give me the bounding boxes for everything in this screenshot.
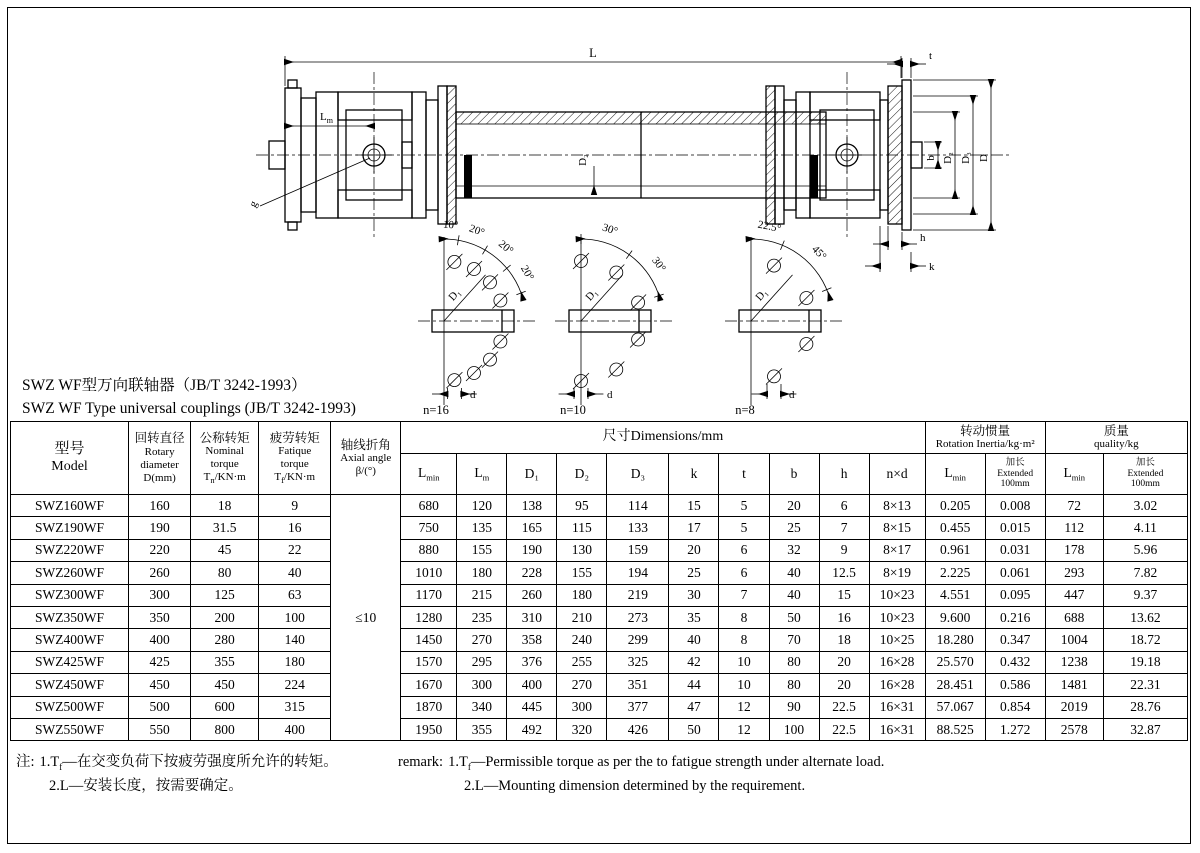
table-cell: 8: [719, 629, 769, 651]
table-cell: 190: [129, 517, 191, 539]
table-cell: 0.432: [985, 651, 1045, 673]
table-cell: 16: [259, 517, 331, 539]
col-header-rotation-inertia: 转动惯量 Rotation Inertia/kg·m²: [925, 422, 1045, 454]
table-cell: 114: [607, 495, 669, 517]
table-cell: 16×28: [869, 651, 925, 673]
dim-label-L: L: [589, 46, 597, 60]
table-cell: 44: [669, 674, 719, 696]
table-cell: 224: [259, 674, 331, 696]
table-cell: 5.96: [1103, 539, 1187, 561]
table-cell: 120: [457, 495, 507, 517]
model-cell: SWZ220WF: [11, 539, 129, 561]
table-cell: 100: [769, 718, 819, 740]
table-cell: 25: [669, 562, 719, 584]
bolt-pattern-n8: [725, 219, 843, 417]
table-cell: 80: [191, 562, 259, 584]
col-header-k: k: [669, 454, 719, 495]
table-cell: 47: [669, 696, 719, 718]
table-cell: 40: [259, 562, 331, 584]
table-cell: 5: [719, 495, 769, 517]
table-cell: 550: [129, 718, 191, 740]
model-cell: SWZ260WF: [11, 562, 129, 584]
table-cell: 445: [507, 696, 557, 718]
table-cell: 72: [1045, 495, 1103, 517]
table-cell: 400: [507, 674, 557, 696]
bolt-pattern-n16: [418, 219, 536, 417]
table-cell: 0.008: [985, 495, 1045, 517]
table-cell: 0.347: [985, 629, 1045, 651]
table-cell: 31.5: [191, 517, 259, 539]
table-cell: 0.015: [985, 517, 1045, 539]
col-header-model: 型号 Model: [11, 422, 129, 495]
table-cell: 133: [607, 517, 669, 539]
angle-label: 45°: [809, 243, 829, 263]
table-cell: 180: [557, 584, 607, 606]
col-header-nxd: n×d: [869, 454, 925, 495]
footnotes: [16, 751, 1184, 797]
table-cell: 7.82: [1103, 562, 1187, 584]
table-cell: 260: [507, 584, 557, 606]
table-cell: 325: [607, 651, 669, 673]
table-cell: 400: [129, 629, 191, 651]
table-cell: 0.095: [985, 584, 1045, 606]
table-cell: 32.87: [1103, 718, 1187, 740]
table-cell: 16: [819, 606, 869, 628]
angle-label: 10°: [442, 218, 459, 232]
table-cell: 25.570: [925, 651, 985, 673]
col-header-t: t: [719, 454, 769, 495]
table-cell: 112: [1045, 517, 1103, 539]
table-cell: 22.5: [819, 718, 869, 740]
table-cell: 6: [719, 539, 769, 561]
col-header-h: h: [819, 454, 869, 495]
table-cell: 22.5: [819, 696, 869, 718]
dim-label-t: t: [929, 50, 933, 62]
table-cell: 10: [719, 651, 769, 673]
table-cell: 299: [607, 629, 669, 651]
table-cell: 7: [719, 584, 769, 606]
table-cell: 80: [769, 651, 819, 673]
table-cell: 40: [769, 584, 819, 606]
dim-label-D2: D₂: [942, 152, 954, 164]
sheet-frame: [7, 7, 1191, 844]
table-cell: 300: [457, 674, 507, 696]
col-header-mass-lmin: $L_{min}$: [1045, 454, 1103, 495]
angle-label: 20°: [495, 237, 516, 258]
table-cell: 280: [191, 629, 259, 651]
table-cell: 3.02: [1103, 495, 1187, 517]
table-cell: 10×25: [869, 629, 925, 651]
table-cell: 6: [719, 562, 769, 584]
table-cell: 1004: [1045, 629, 1103, 651]
table-cell: 12.5: [819, 562, 869, 584]
table-cell: 40: [669, 629, 719, 651]
table-cell: 4.11: [1103, 517, 1187, 539]
table-cell: 22: [259, 539, 331, 561]
footnote-zh-line2: 2.L—安装长度，按需要确定。: [49, 777, 243, 794]
table-cell: 35: [669, 606, 719, 628]
dim-label-g: g: [247, 198, 261, 210]
table-cell: 18: [819, 629, 869, 651]
col-header-inertia-lmin: $L_{min}$: [925, 454, 985, 495]
table-cell: 8×19: [869, 562, 925, 584]
table-cell: 88.525: [925, 718, 985, 740]
bolt-count-caption: n=8: [735, 403, 755, 417]
col-header-mass-extended: 加长 Extended 100mm: [1103, 454, 1187, 495]
model-cell: SWZ500WF: [11, 696, 129, 718]
table-cell: 2019: [1045, 696, 1103, 718]
table-cell: 0.205: [925, 495, 985, 517]
table-cell: 190: [507, 539, 557, 561]
table-cell: 376: [507, 651, 557, 673]
col-header-fatigue-torque: 疲劳转矩 Fatique torque $T_f/KN\cdot m$: [259, 422, 331, 495]
dim-label-d: d: [470, 389, 476, 401]
table-cell: 28.451: [925, 674, 985, 696]
table-cell: 750: [401, 517, 457, 539]
table-row: [11, 696, 1188, 718]
table-row: [11, 495, 1188, 517]
dim-label-D1: D₁: [753, 286, 771, 304]
table-cell: 8×17: [869, 539, 925, 561]
table-row: [11, 606, 1188, 628]
axial-angle-value-cell: ≤10: [331, 495, 401, 741]
table-cell: 155: [557, 562, 607, 584]
model-cell: SWZ550WF: [11, 718, 129, 740]
table-cell: 0.031: [985, 539, 1045, 561]
table-cell: 17: [669, 517, 719, 539]
table-cell: 100: [259, 606, 331, 628]
table-cell: 7: [819, 517, 869, 539]
col-header-inertia-extended: 加长 Extended 100mm: [985, 454, 1045, 495]
model-cell: SWZ450WF: [11, 674, 129, 696]
bolt-pattern-n10: [555, 222, 673, 417]
dim-label-D1: D₁: [446, 286, 464, 304]
table-cell: 228: [507, 562, 557, 584]
table-cell: 10×23: [869, 584, 925, 606]
dim-label-D3: D₃: [960, 152, 972, 164]
table-cell: 4.551: [925, 584, 985, 606]
angle-label: 30°: [600, 221, 620, 238]
footnote-en-line2: 2.L—Mounting dimension determined by the requirement.: [464, 777, 806, 794]
table-row: [11, 539, 1188, 561]
table-cell: 20: [769, 495, 819, 517]
bolt-count-caption: n=16: [423, 403, 449, 417]
table-cell: 351: [607, 674, 669, 696]
table-cell: 18: [191, 495, 259, 517]
table-cell: 10: [719, 674, 769, 696]
table-cell: 9.600: [925, 606, 985, 628]
table-cell: 12: [719, 696, 769, 718]
table-cell: 9: [259, 495, 331, 517]
table-cell: 155: [457, 539, 507, 561]
coupling-engineering-drawing: [8, 8, 1188, 420]
table-cell: 0.854: [985, 696, 1045, 718]
table-row: [11, 674, 1188, 696]
table-cell: 500: [129, 696, 191, 718]
dim-label-d: d: [789, 389, 795, 401]
table-cell: 260: [129, 562, 191, 584]
table-cell: 130: [557, 539, 607, 561]
table-cell: 57.067: [925, 696, 985, 718]
table-cell: 138: [507, 495, 557, 517]
table-cell: 320: [557, 718, 607, 740]
table-row: [11, 629, 1188, 651]
table-cell: 215: [457, 584, 507, 606]
table-cell: 240: [557, 629, 607, 651]
page-title-zh: SWZ WF型万向联轴器（JB/T 3242-1993）: [22, 377, 307, 394]
table-cell: 8×13: [869, 495, 925, 517]
table-cell: 425: [129, 651, 191, 673]
table-cell: 5: [719, 517, 769, 539]
table-cell: 450: [191, 674, 259, 696]
col-header-mass: 质量 quality/kg: [1045, 422, 1187, 454]
model-cell: SWZ350WF: [11, 606, 129, 628]
table-cell: 358: [507, 629, 557, 651]
dim-label-b: b: [925, 155, 937, 161]
table-row: [11, 584, 1188, 606]
table-cell: 400: [259, 718, 331, 740]
model-cell: SWZ425WF: [11, 651, 129, 673]
table-cell: 8: [719, 606, 769, 628]
table-cell: 1010: [401, 562, 457, 584]
table-cell: 135: [457, 517, 507, 539]
table-row: [11, 651, 1188, 673]
dim-label-tube-D2: D₂: [577, 154, 589, 166]
table-cell: 1280: [401, 606, 457, 628]
table-row: [11, 517, 1188, 539]
table-cell: 159: [607, 539, 669, 561]
table-cell: 16×31: [869, 718, 925, 740]
table-cell: 1.272: [985, 718, 1045, 740]
table-cell: 340: [457, 696, 507, 718]
table-cell: 165: [507, 517, 557, 539]
table-cell: 30: [669, 584, 719, 606]
table-cell: 22.31: [1103, 674, 1187, 696]
table-cell: 0.961: [925, 539, 985, 561]
table-cell: 235: [457, 606, 507, 628]
main-assembly-view: [247, 46, 1010, 273]
table-cell: 1481: [1045, 674, 1103, 696]
col-header-lm: $L_m$: [457, 454, 507, 495]
table-cell: 180: [259, 651, 331, 673]
col-header-nominal-torque: 公称转矩 Nominal torque $T_n/KN\cdot m$: [191, 422, 259, 495]
table-cell: 45: [191, 539, 259, 561]
table-cell: 50: [769, 606, 819, 628]
table-cell: 270: [557, 674, 607, 696]
footnote-zh-label: 注:: [16, 754, 35, 770]
table-cell: 377: [607, 696, 669, 718]
table-cell: 25: [769, 517, 819, 539]
table-cell: 315: [259, 696, 331, 718]
table-body: [11, 495, 1188, 741]
dim-label-D1: D₁: [583, 286, 601, 304]
table-cell: 18.72: [1103, 629, 1187, 651]
table-cell: 273: [607, 606, 669, 628]
model-cell: SWZ300WF: [11, 584, 129, 606]
col-header-axial-angle: 轴线折角 Axial angle β/(°): [331, 422, 401, 495]
angle-label: 30°: [649, 254, 669, 275]
table-cell: 1238: [1045, 651, 1103, 673]
table-cell: 255: [557, 651, 607, 673]
table-cell: 15: [819, 584, 869, 606]
table-cell: 20: [669, 539, 719, 561]
table-cell: 16×28: [869, 674, 925, 696]
table-cell: 200: [191, 606, 259, 628]
table-cell: 90: [769, 696, 819, 718]
table-cell: 80: [769, 674, 819, 696]
table-cell: 42: [669, 651, 719, 673]
table-cell: 194: [607, 562, 669, 584]
footnote-en: [398, 751, 884, 797]
table-cell: 125: [191, 584, 259, 606]
model-cell: SWZ160WF: [11, 495, 129, 517]
table-cell: 95: [557, 495, 607, 517]
title-block: [22, 374, 356, 421]
table-cell: 63: [259, 584, 331, 606]
table-cell: 12: [719, 718, 769, 740]
table-cell: 1450: [401, 629, 457, 651]
table-cell: 1950: [401, 718, 457, 740]
dim-label-h: h: [920, 232, 926, 244]
table-cell: 15: [669, 495, 719, 517]
table-cell: 447: [1045, 584, 1103, 606]
col-header-lmin: $L_{min}$: [401, 454, 457, 495]
dim-label-Lm: $L_m$: [320, 111, 333, 125]
table-cell: 32: [769, 539, 819, 561]
col-header-b: b: [769, 454, 819, 495]
table-cell: 1670: [401, 674, 457, 696]
model-cell: SWZ400WF: [11, 629, 129, 651]
table-cell: 6: [819, 495, 869, 517]
table-cell: 10×23: [869, 606, 925, 628]
table-row: [11, 562, 1188, 584]
table-cell: 0.455: [925, 517, 985, 539]
specification-table: [10, 421, 1188, 741]
table-cell: 880: [401, 539, 457, 561]
table-cell: 50: [669, 718, 719, 740]
table-cell: 20: [819, 651, 869, 673]
table-cell: 9: [819, 539, 869, 561]
table-cell: 178: [1045, 539, 1103, 561]
table-cell: 220: [129, 539, 191, 561]
table-cell: 180: [457, 562, 507, 584]
page-title-en: SWZ WF Type universal couplings (JB/T 3242-1993): [22, 400, 356, 418]
table-row: [11, 718, 1188, 740]
table-cell: 680: [401, 495, 457, 517]
table-cell: 350: [129, 606, 191, 628]
table-cell: 219: [607, 584, 669, 606]
table-cell: 293: [1045, 562, 1103, 584]
table-cell: 355: [457, 718, 507, 740]
table-cell: 295: [457, 651, 507, 673]
table-cell: 800: [191, 718, 259, 740]
bolt-count-caption: n=10: [560, 403, 586, 417]
table-cell: 2.225: [925, 562, 985, 584]
table-cell: 1870: [401, 696, 457, 718]
table-cell: 300: [557, 696, 607, 718]
table-cell: 28.76: [1103, 696, 1187, 718]
table-cell: 13.62: [1103, 606, 1187, 628]
table-cell: 310: [507, 606, 557, 628]
table-cell: 0.216: [985, 606, 1045, 628]
col-header-d2: D₂: [557, 454, 607, 495]
angle-label: 20°: [518, 263, 537, 283]
table-cell: 492: [507, 718, 557, 740]
table-cell: 210: [557, 606, 607, 628]
table-cell: 426: [607, 718, 669, 740]
footnote-en-line1: $1.T_f—Permissible$ torque as per the to fatigue strength under alternate load.: [448, 754, 885, 772]
table-cell: 0.586: [985, 674, 1045, 696]
dim-label-d: d: [607, 389, 613, 401]
table-cell: 0.061: [985, 562, 1045, 584]
table-cell: 270: [457, 629, 507, 651]
table-cell: 600: [191, 696, 259, 718]
col-header-rotary-diameter: 回转直径 Rotary diameter D(mm): [129, 422, 191, 495]
dim-label-D: D: [978, 154, 990, 162]
table-cell: 160: [129, 495, 191, 517]
table-cell: 115: [557, 517, 607, 539]
col-header-dimensions: 尺寸Dimensions/mm: [401, 422, 925, 454]
table-cell: 19.18: [1103, 651, 1187, 673]
col-header-d1: D₁: [507, 454, 557, 495]
table-cell: 8×15: [869, 517, 925, 539]
table-cell: 450: [129, 674, 191, 696]
angle-label: 20°: [467, 222, 487, 240]
table-cell: 40: [769, 562, 819, 584]
table-cell: 300: [129, 584, 191, 606]
table-cell: 688: [1045, 606, 1103, 628]
table-cell: 16×31: [869, 696, 925, 718]
table-cell: 70: [769, 629, 819, 651]
table-cell: 1170: [401, 584, 457, 606]
angle-label: 22.5°: [756, 218, 783, 235]
table-cell: 140: [259, 629, 331, 651]
footnote-zh-line1: $1.T_f—$在交变负荷下按疲劳强度所允许的转矩。: [39, 754, 338, 772]
footnote-en-label: remark:: [398, 754, 444, 770]
model-cell: SWZ190WF: [11, 517, 129, 539]
table-cell: 9.37: [1103, 584, 1187, 606]
table-cell: 20: [819, 674, 869, 696]
table-cell: 355: [191, 651, 259, 673]
dim-label-k: k: [929, 261, 935, 273]
table-cell: 18.280: [925, 629, 985, 651]
table-cell: 2578: [1045, 718, 1103, 740]
table-cell: 1570: [401, 651, 457, 673]
col-header-d3: D₃: [607, 454, 669, 495]
